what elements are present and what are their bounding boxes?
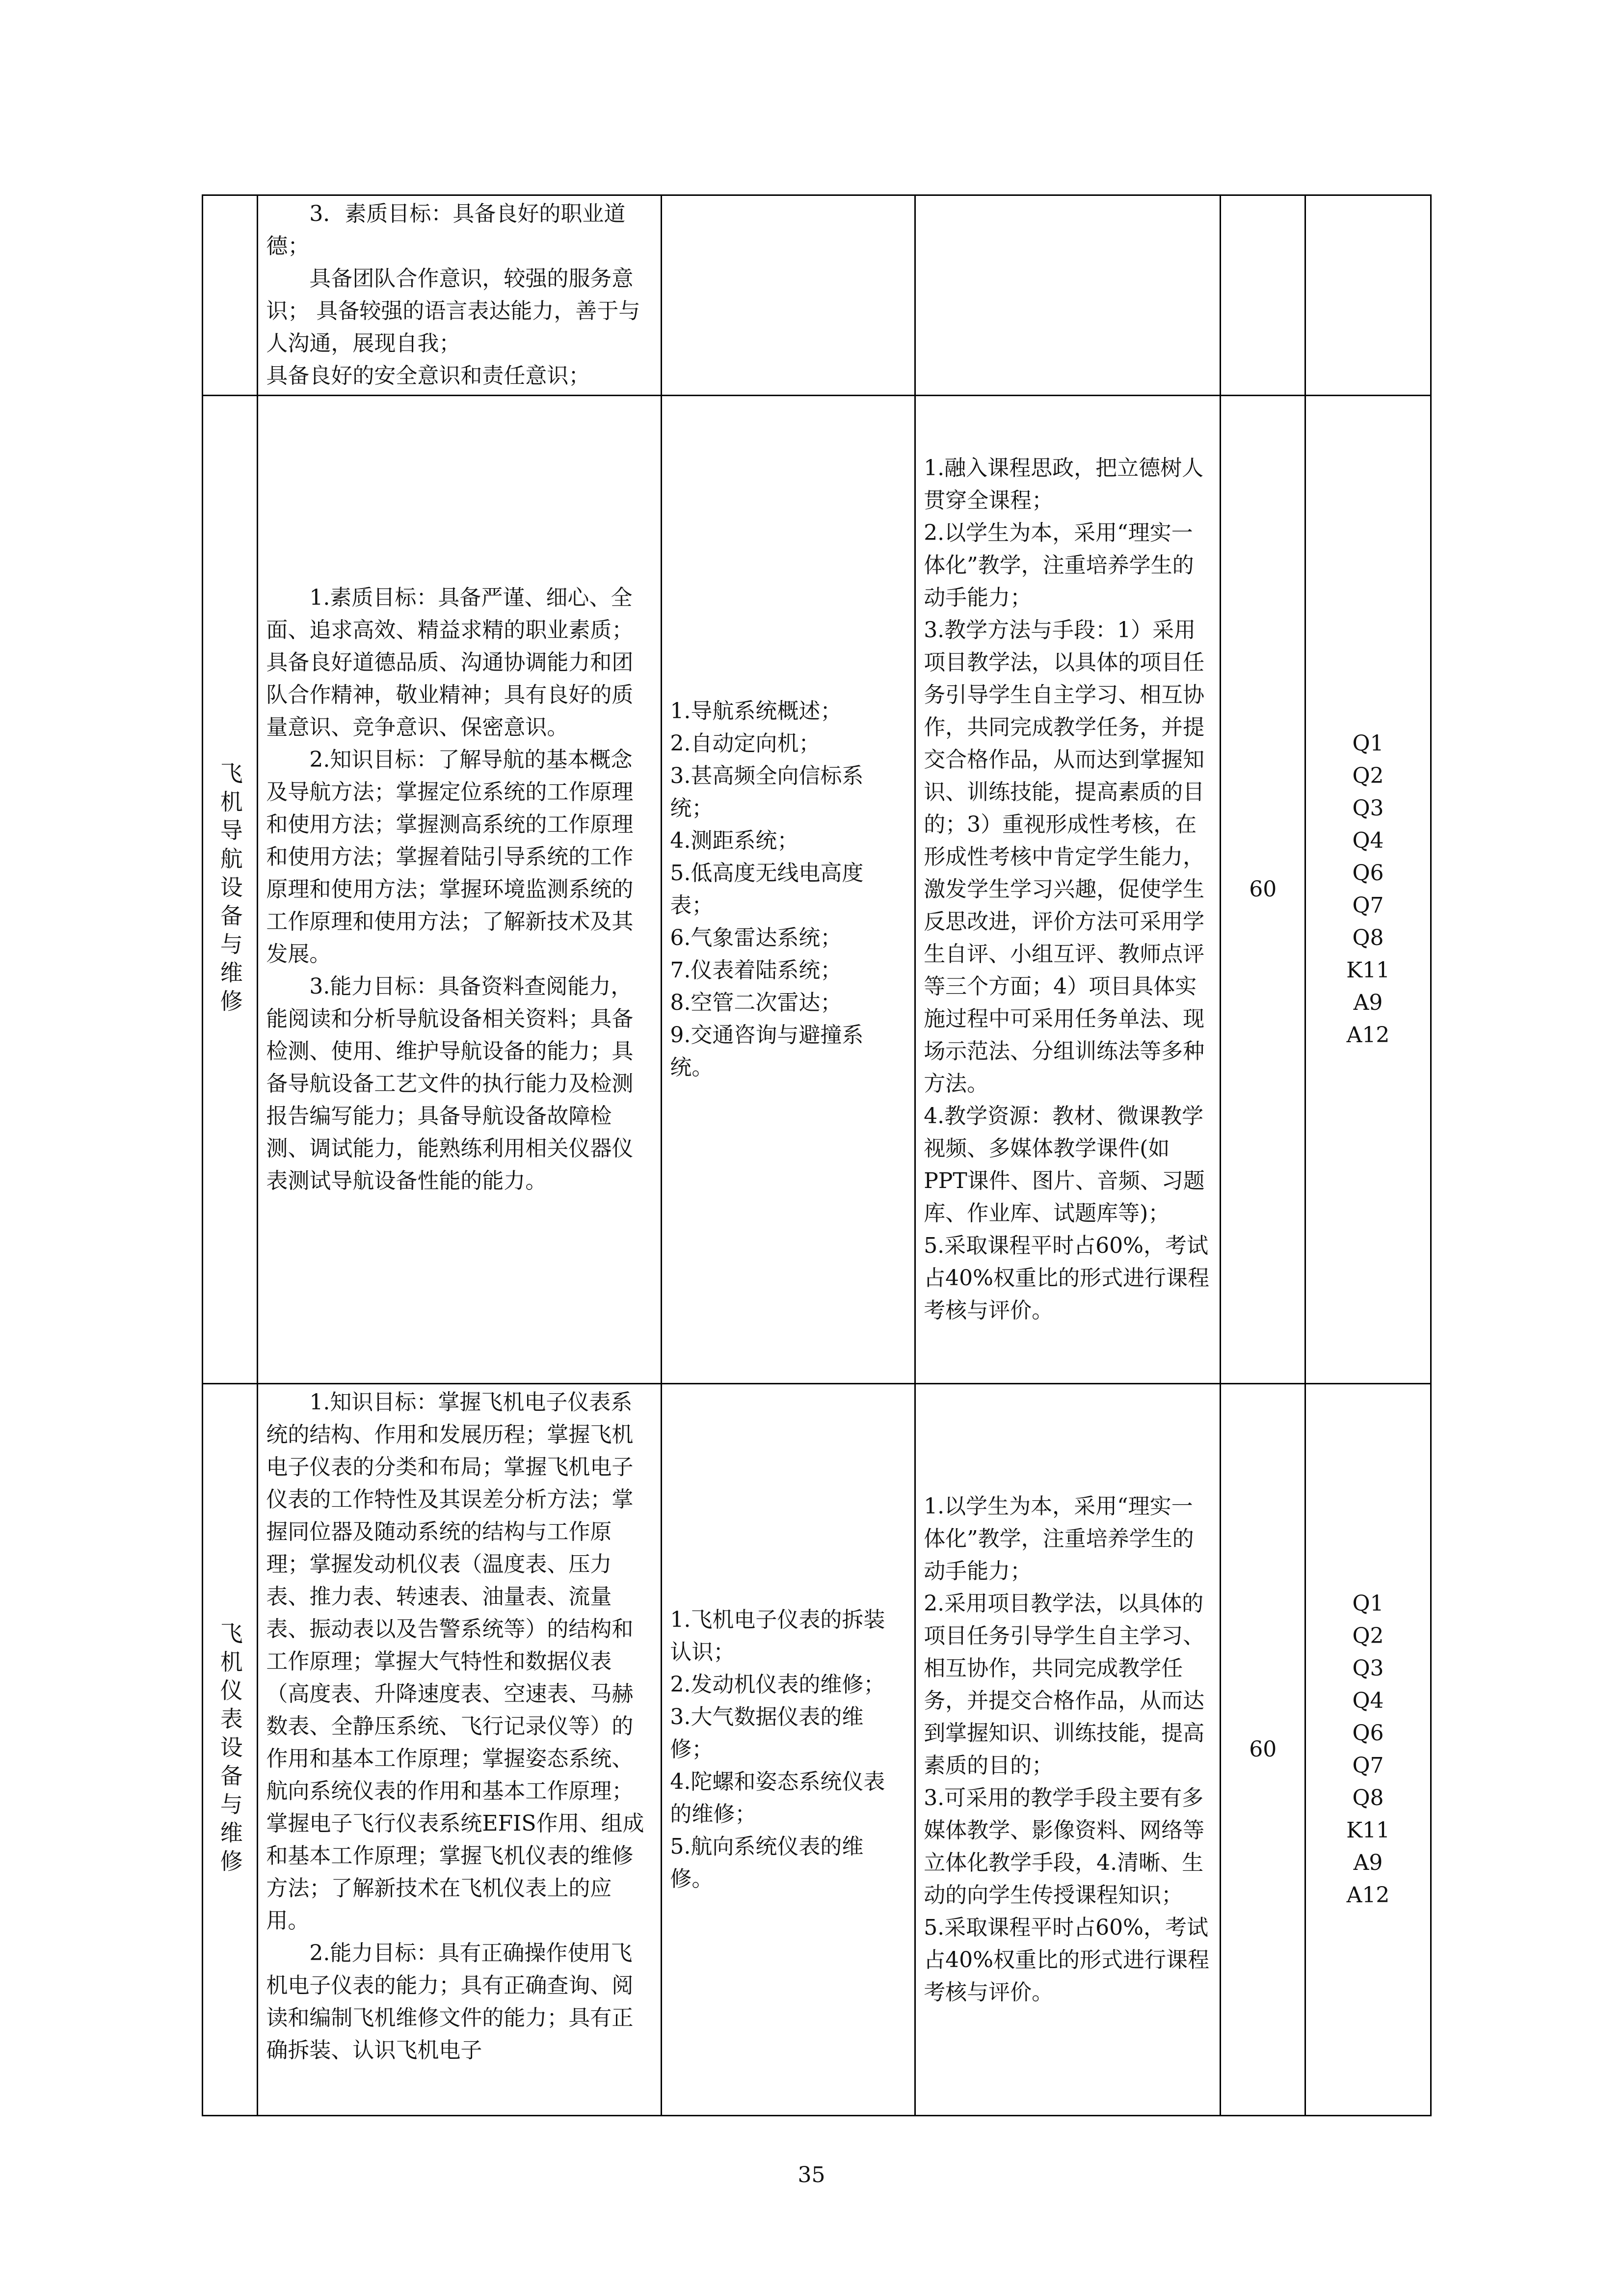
course-name-cell bbox=[203, 396, 258, 1384]
competency-code: Q6 bbox=[1352, 1721, 1384, 1746]
hours-cell bbox=[1221, 1384, 1305, 2116]
competency-code: Q8 bbox=[1352, 1785, 1384, 1810]
competency-code: Q1 bbox=[1352, 731, 1384, 756]
course-goals-cell bbox=[258, 396, 662, 1384]
competency-code: A9 bbox=[1353, 990, 1383, 1015]
competency-code: K11 bbox=[1346, 958, 1390, 983]
competency-code: Q7 bbox=[1352, 893, 1384, 918]
competency-code: Q6 bbox=[1352, 861, 1384, 886]
competency-codes-cell bbox=[1305, 1384, 1431, 2116]
requirement-item: 5.采取课程平时占60%，考试占40%权重比的形式进行课程考核与评价。 bbox=[924, 1915, 1209, 2005]
content-item: 6.气象雷达系统； bbox=[670, 925, 842, 950]
content-item: 9.交通咨询与避撞系统。 bbox=[670, 1023, 864, 1080]
teaching-requirements-cell bbox=[915, 1384, 1221, 2116]
competency-code: Q8 bbox=[1352, 925, 1384, 950]
course-name-cell bbox=[203, 1384, 258, 2116]
requirement-item: 3.教学方法与手段：1）采用项目教学法，以具体的项目任务引导学生自主学习、相互协作，共同完成教学任务，并提交合格作品，从而达到掌握知识、训练技能，提高素质的目的；3）重视形成性考核，在形成性考核中肯定学生能力，激发学生学习兴趣，促使学生反思改进，评价方法可采用学生自评、小组互评、教师点评等三个方面；4）项目具体实施过程中可采用任务单法、现场示范法、分组训练法等多种方法。 bbox=[924, 618, 1205, 1096]
goal-paragraph: 1.素质目标：具备严谨、细心、全面、追求高效、精益求精的职业素质；具备良好道德品质、沟通协调能力和团队合作精神，敬业精神；具有良好的质量意识、竞争意识、保密意识。 bbox=[266, 585, 634, 740]
course-content-cell bbox=[662, 1384, 915, 2116]
teaching-requirements-cell bbox=[915, 195, 1221, 396]
course-row bbox=[203, 396, 1431, 1384]
content-item: 2.发动机仪表的维修； bbox=[670, 1672, 885, 1697]
course-row bbox=[203, 1384, 1431, 2116]
requirement-item: 1.以学生为本，采用“理实一体化”教学，注重培养学生的动手能力； bbox=[924, 1494, 1194, 1584]
competency-code: A9 bbox=[1353, 1850, 1383, 1875]
competency-code: Q2 bbox=[1352, 763, 1384, 788]
page-number: 35 bbox=[798, 2162, 825, 2188]
competency-code: A12 bbox=[1346, 1883, 1390, 1908]
requirement-item: 3.可采用的教学手段主要有多媒体教学、影像资料、网络等立体化教学手段，4.清晰、生动的向学生传授课程知识； bbox=[924, 1785, 1205, 1908]
competency-code: Q2 bbox=[1352, 1623, 1384, 1648]
competency-code: Q7 bbox=[1352, 1753, 1384, 1778]
course-row bbox=[203, 195, 1431, 396]
course-content-cell bbox=[662, 195, 915, 396]
content-item: 1.飞机电子仪表的拆装认识； bbox=[670, 1607, 885, 1665]
content-item: 8.空管二次雷达； bbox=[670, 990, 842, 1015]
requirement-item: 2.以学生为本，采用“理实一体化”教学，注重培养学生的动手能力； bbox=[924, 520, 1194, 610]
goal-paragraph: 3．素质目标：具备良好的职业道德； bbox=[266, 201, 626, 259]
course-goals-cell bbox=[258, 195, 662, 396]
competency-code: Q3 bbox=[1352, 796, 1384, 821]
hours-cell bbox=[1221, 396, 1305, 1384]
competency-code: Q4 bbox=[1352, 1688, 1384, 1713]
goal-paragraph: 1.知识目标：掌握飞机电子仪表系统的结构、作用和发展历程；掌握飞机电子仪表的分类和布局；掌握飞机电子仪表的工作特性及其误差分析方法；掌握同位器及随动系统的结构与工作原理；掌握发动机仪表（温度表、压力表、推力表、转速表、油量表、流量表、振动表以及告警系统等）的结构和工作原理；掌握大气特性和数据仪表（高度表、升降速度表、空速表、马赫数表、全静压系统、飞行记录仪等）的作用和基本工作原理；掌握姿态系统、航向系统仪表的作用和基本工作原理；掌握电子飞行仪表系统EFIS作用、组成和基本工作原理；掌握飞机仪表的维修方法；了解新技术在飞机仪表上的应用。 bbox=[266, 1390, 644, 1933]
competency-code: Q1 bbox=[1352, 1591, 1384, 1616]
course-table-body bbox=[203, 195, 1431, 2116]
course-content-cell bbox=[662, 396, 915, 1384]
content-item: 2.自动定向机； bbox=[670, 731, 821, 756]
competency-code: K11 bbox=[1346, 1818, 1390, 1843]
content-item: 3.甚高频全向信标系统； bbox=[670, 763, 864, 821]
competency-codes-cell bbox=[1305, 396, 1431, 1384]
course-name: 飞机导航设备与维修 bbox=[216, 761, 243, 1018]
course-name: 飞机仪表设备与维修 bbox=[216, 1621, 243, 1878]
hours-value: 60 bbox=[1249, 877, 1277, 902]
competency-codes-cell bbox=[1305, 195, 1431, 396]
goal-paragraph: 2.能力目标：具有正确操作使用飞机电子仪表的能力；具有正确查询、阅读和编制飞机维修文件的能力；具有正确拆装、认识飞机电子 bbox=[266, 1941, 634, 2063]
competency-code: Q3 bbox=[1352, 1656, 1384, 1681]
goal-paragraph: 具备良好的安全意识和责任意识； bbox=[266, 363, 590, 388]
competency-code: Q4 bbox=[1352, 828, 1384, 853]
content-item: 5.航向系统仪表的维修。 bbox=[670, 1834, 864, 1891]
goal-paragraph: 2.知识目标：了解导航的基本概念及导航方法；掌握定位系统的工作原理和使用方法；掌握测高系统的工作原理和使用方法；掌握着陆引导系统的工作原理和使用方法；掌握环境监测系统的工作原理和使用方法；了解新技术及其发展。 bbox=[266, 747, 634, 967]
requirement-item: 4.教学资源：教材、微课教学视频、多媒体教学课件(如PPT课件、图片、音频、习题库、作业库、试题库等)； bbox=[924, 1104, 1205, 1226]
course-name-cell bbox=[203, 195, 258, 396]
content-item: 1.导航系统概述； bbox=[670, 699, 842, 724]
hours-value: 60 bbox=[1249, 1737, 1277, 1762]
content-item: 4.陀螺和姿态系统仪表的维修； bbox=[670, 1769, 885, 1827]
requirement-item: 5.采取课程平时占60%，考试占40%权重比的形式进行课程考核与评价。 bbox=[924, 1233, 1209, 1323]
course-goals-cell bbox=[258, 1384, 662, 2116]
content-item: 7.仪表着陆系统； bbox=[670, 958, 842, 983]
requirement-item: 1.融入课程思政，把立德树人贯穿全课程； bbox=[924, 456, 1204, 513]
teaching-requirements-cell bbox=[915, 396, 1221, 1384]
competency-code: A12 bbox=[1346, 1023, 1390, 1048]
requirement-item: 2.采用项目教学法，以具体的项目任务引导学生自主学习、相互协作，共同完成教学任务，并提交合格作品，从而达到掌握知识、训练技能，提高素质的目的； bbox=[924, 1591, 1205, 1778]
hours-cell bbox=[1221, 195, 1305, 396]
content-item: 5.低高度无线电高度表； bbox=[670, 861, 864, 918]
goal-paragraph: 具备团队合作意识，较强的服务意识； 具备较强的语言表达能力，善于与人沟通，展现自我； bbox=[266, 266, 640, 356]
course-table bbox=[202, 194, 1432, 2116]
goal-paragraph: 3.能力目标：具备资料查阅能力，能阅读和分析导航设备相关资料；具备检测、使用、维护导航设备的能力；具备导航设备工艺文件的执行能力及检测报告编写能力；具备导航设备故障检测、调试能力，能熟练利用相关仪器仪表测试导航设备性能的能力。 bbox=[266, 974, 634, 1193]
content-item: 4.测距系统； bbox=[670, 828, 799, 853]
content-item: 3.大气数据仪表的维修； bbox=[670, 1704, 864, 1762]
